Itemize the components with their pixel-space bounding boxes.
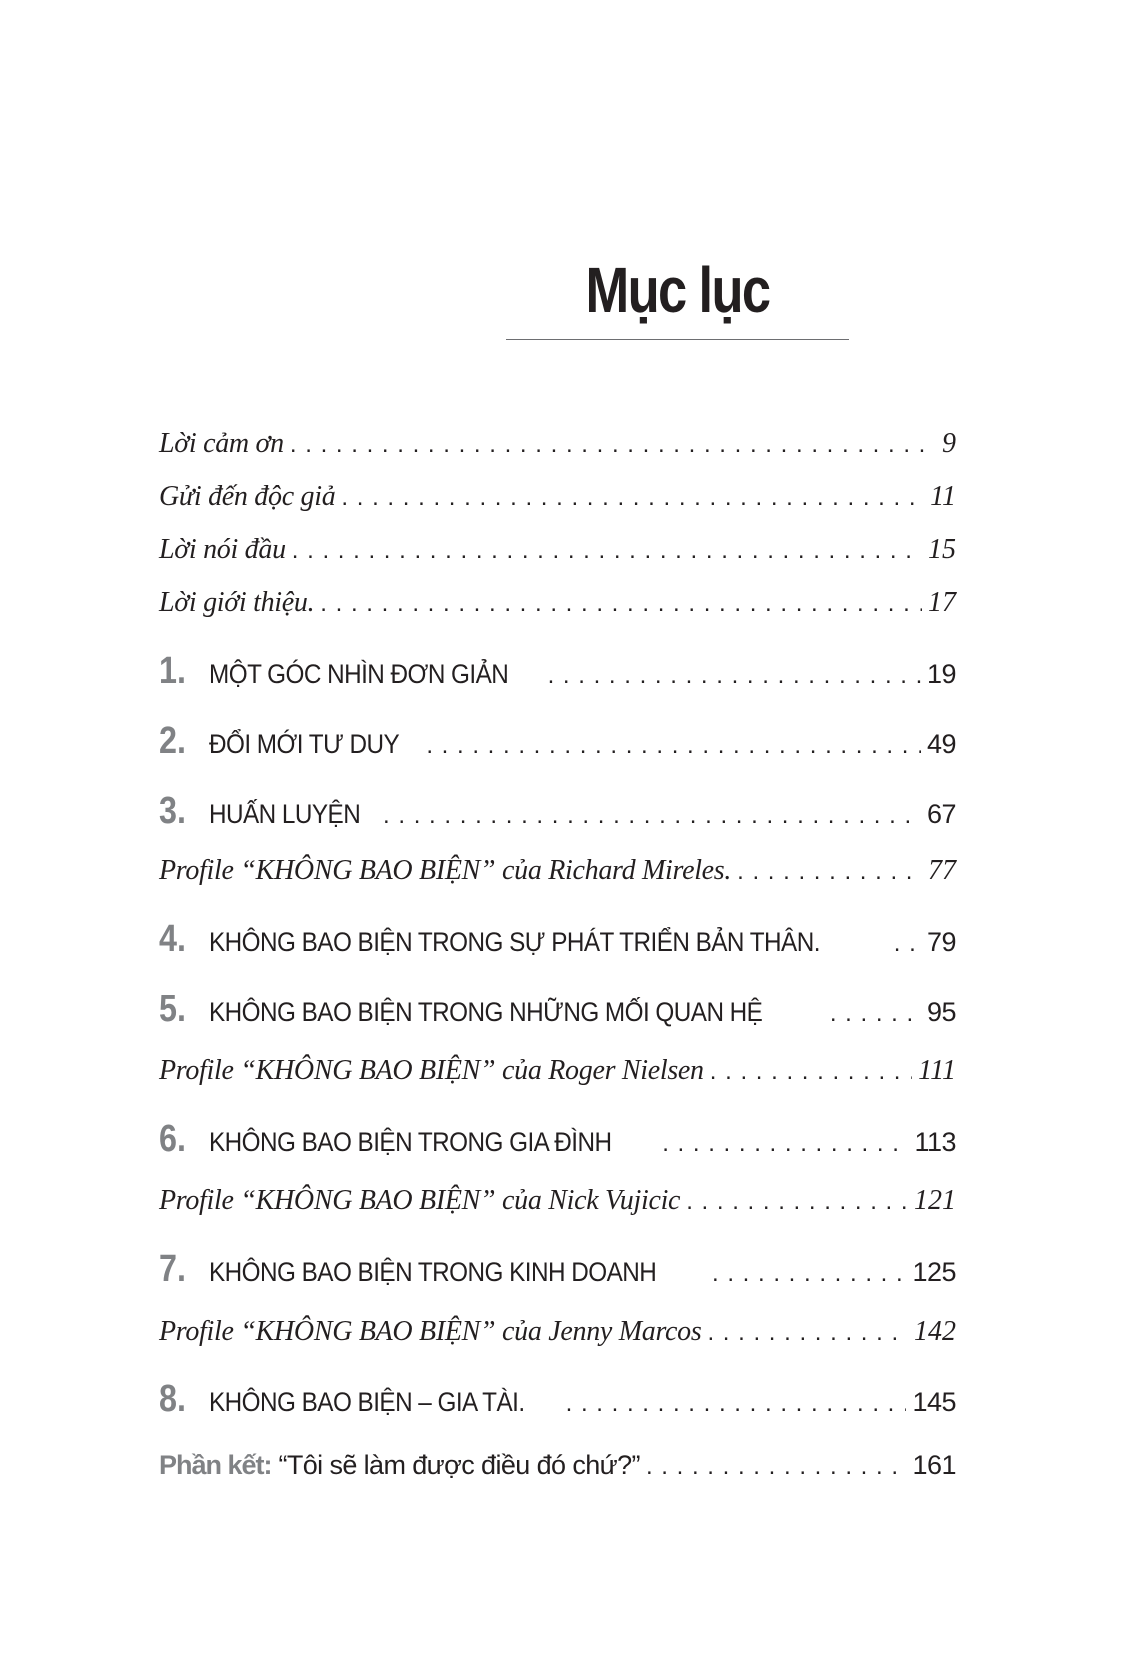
toc-entry-label: Profile “KHÔNG BAO BIỆN” của Richard Mireles.	[159, 855, 732, 886]
title-underline	[506, 339, 849, 340]
toc-entry-label: ĐỔI MỚI TƯ DUY	[209, 729, 400, 759]
toc-entry-label: KHÔNG BAO BIỆN – GIA TÀI.	[209, 1387, 525, 1417]
toc-entry-label	[159, 1450, 640, 1481]
toc-chapter-entry[interactable]	[159, 1378, 956, 1421]
toc-entry-label: MỘT GÓC NHÌN ĐƠN GIẢN	[209, 659, 509, 689]
toc-entry[interactable]	[159, 587, 956, 619]
toc-entry-page: 142	[914, 1316, 956, 1347]
toc-entry-label: KHÔNG BAO BIỆN TRONG SỰ PHÁT TRIỂN BẢN THÂN.	[209, 927, 820, 957]
leader-dots	[290, 431, 936, 459]
toc-entry-page: 11	[930, 481, 956, 512]
toc-entry-label: KHÔNG BAO BIỆN TRONG KINH DOANH	[209, 1257, 657, 1287]
toc-entry-page: 79	[926, 927, 956, 957]
chapter-number: 1.	[159, 650, 186, 692]
leader-dots	[737, 858, 922, 886]
toc-entry-page: 17	[928, 587, 956, 618]
toc-entry-label: HUẤN LUYỆN	[209, 799, 361, 829]
epilogue-prefix: Phần kết:	[159, 1450, 272, 1480]
page-title: Mục lục	[585, 254, 770, 326]
toc-entry-label: Lời cảm ơn	[159, 428, 284, 459]
toc-entry-page: 9	[942, 428, 956, 459]
toc-entry-label: KHÔNG BAO BIỆN TRONG NHỮNG MỐI QUAN HỆ	[209, 997, 763, 1027]
toc-entry[interactable]	[159, 1185, 956, 1217]
epilogue-title: “Tôi sẽ làm được điều đó chứ?”	[278, 1450, 640, 1480]
chapter-number: 5.	[159, 988, 186, 1030]
toc-entry-label: Profile “KHÔNG BAO BIỆN” của Jenny Marcos	[159, 1316, 702, 1347]
toc-chapter-entry[interactable]	[159, 918, 956, 961]
chapter-number: 6.	[159, 1118, 186, 1160]
toc-entry[interactable]	[159, 534, 956, 566]
toc-entry[interactable]	[159, 1055, 956, 1087]
toc-entry-label: KHÔNG BAO BIỆN TRONG GIA ĐÌNH	[209, 1127, 612, 1157]
toc-entry-label: Profile “KHÔNG BAO BIỆN” của Nick Vujicic	[159, 1185, 681, 1216]
toc-entry-page: 19	[926, 659, 956, 689]
toc-entry-label: Lời giới thiệu.	[159, 587, 315, 618]
toc-entry[interactable]	[159, 855, 956, 887]
leader-dots	[662, 1130, 908, 1158]
leader-dots	[707, 1319, 908, 1347]
leader-dots	[341, 484, 924, 512]
toc-entry-label: Gửi đến độc giả	[159, 481, 336, 512]
toc-chapter-entry[interactable]	[159, 1248, 956, 1291]
toc-chapter-entry[interactable]	[159, 650, 956, 693]
toc-chapter-entry[interactable]	[159, 988, 956, 1031]
toc-entry-label: Lời nói đầu	[159, 534, 286, 565]
leader-dots	[686, 1188, 908, 1216]
leader-dots	[383, 802, 921, 830]
toc-entry-page: 67	[926, 799, 956, 829]
toc-entry[interactable]	[159, 428, 956, 460]
chapter-number: 2.	[159, 720, 186, 762]
toc-entry[interactable]	[159, 481, 956, 513]
toc-entry[interactable]	[159, 1316, 956, 1348]
leader-dots	[712, 1260, 906, 1288]
leader-dots	[548, 662, 921, 690]
chapter-number: 8.	[159, 1378, 186, 1420]
leader-dots	[646, 1453, 906, 1481]
chapter-number: 3.	[159, 790, 186, 832]
toc-entry-page: 111	[918, 1055, 956, 1086]
leader-dots	[292, 537, 922, 565]
leader-dots	[710, 1058, 912, 1086]
leader-dots	[320, 590, 922, 618]
toc-chapter-entry[interactable]	[159, 720, 956, 763]
toc-entry-page: 125	[912, 1257, 956, 1287]
leader-dots	[894, 930, 921, 958]
leader-dots	[566, 1390, 907, 1418]
leader-dots	[426, 732, 921, 760]
toc-entry-page: 161	[912, 1450, 956, 1480]
toc-chapter-entry[interactable]	[159, 1118, 956, 1161]
toc-entry-page: 15	[928, 534, 956, 565]
chapter-number: 4.	[159, 918, 186, 960]
toc-entry-page: 121	[914, 1185, 956, 1216]
toc-entry-page: 145	[912, 1387, 956, 1417]
leader-dots	[830, 1000, 921, 1028]
toc-entry-page: 113	[914, 1127, 956, 1157]
toc-final-entry[interactable]	[159, 1450, 956, 1481]
chapter-number: 7.	[159, 1248, 186, 1290]
toc-entry-page: 95	[926, 997, 956, 1027]
toc-entry-page: 77	[928, 855, 956, 886]
toc-chapter-entry[interactable]	[159, 790, 956, 833]
toc-entry-label: Profile “KHÔNG BAO BIỆN” của Roger Nielsen	[159, 1055, 704, 1086]
toc-entry-page: 49	[926, 729, 956, 759]
